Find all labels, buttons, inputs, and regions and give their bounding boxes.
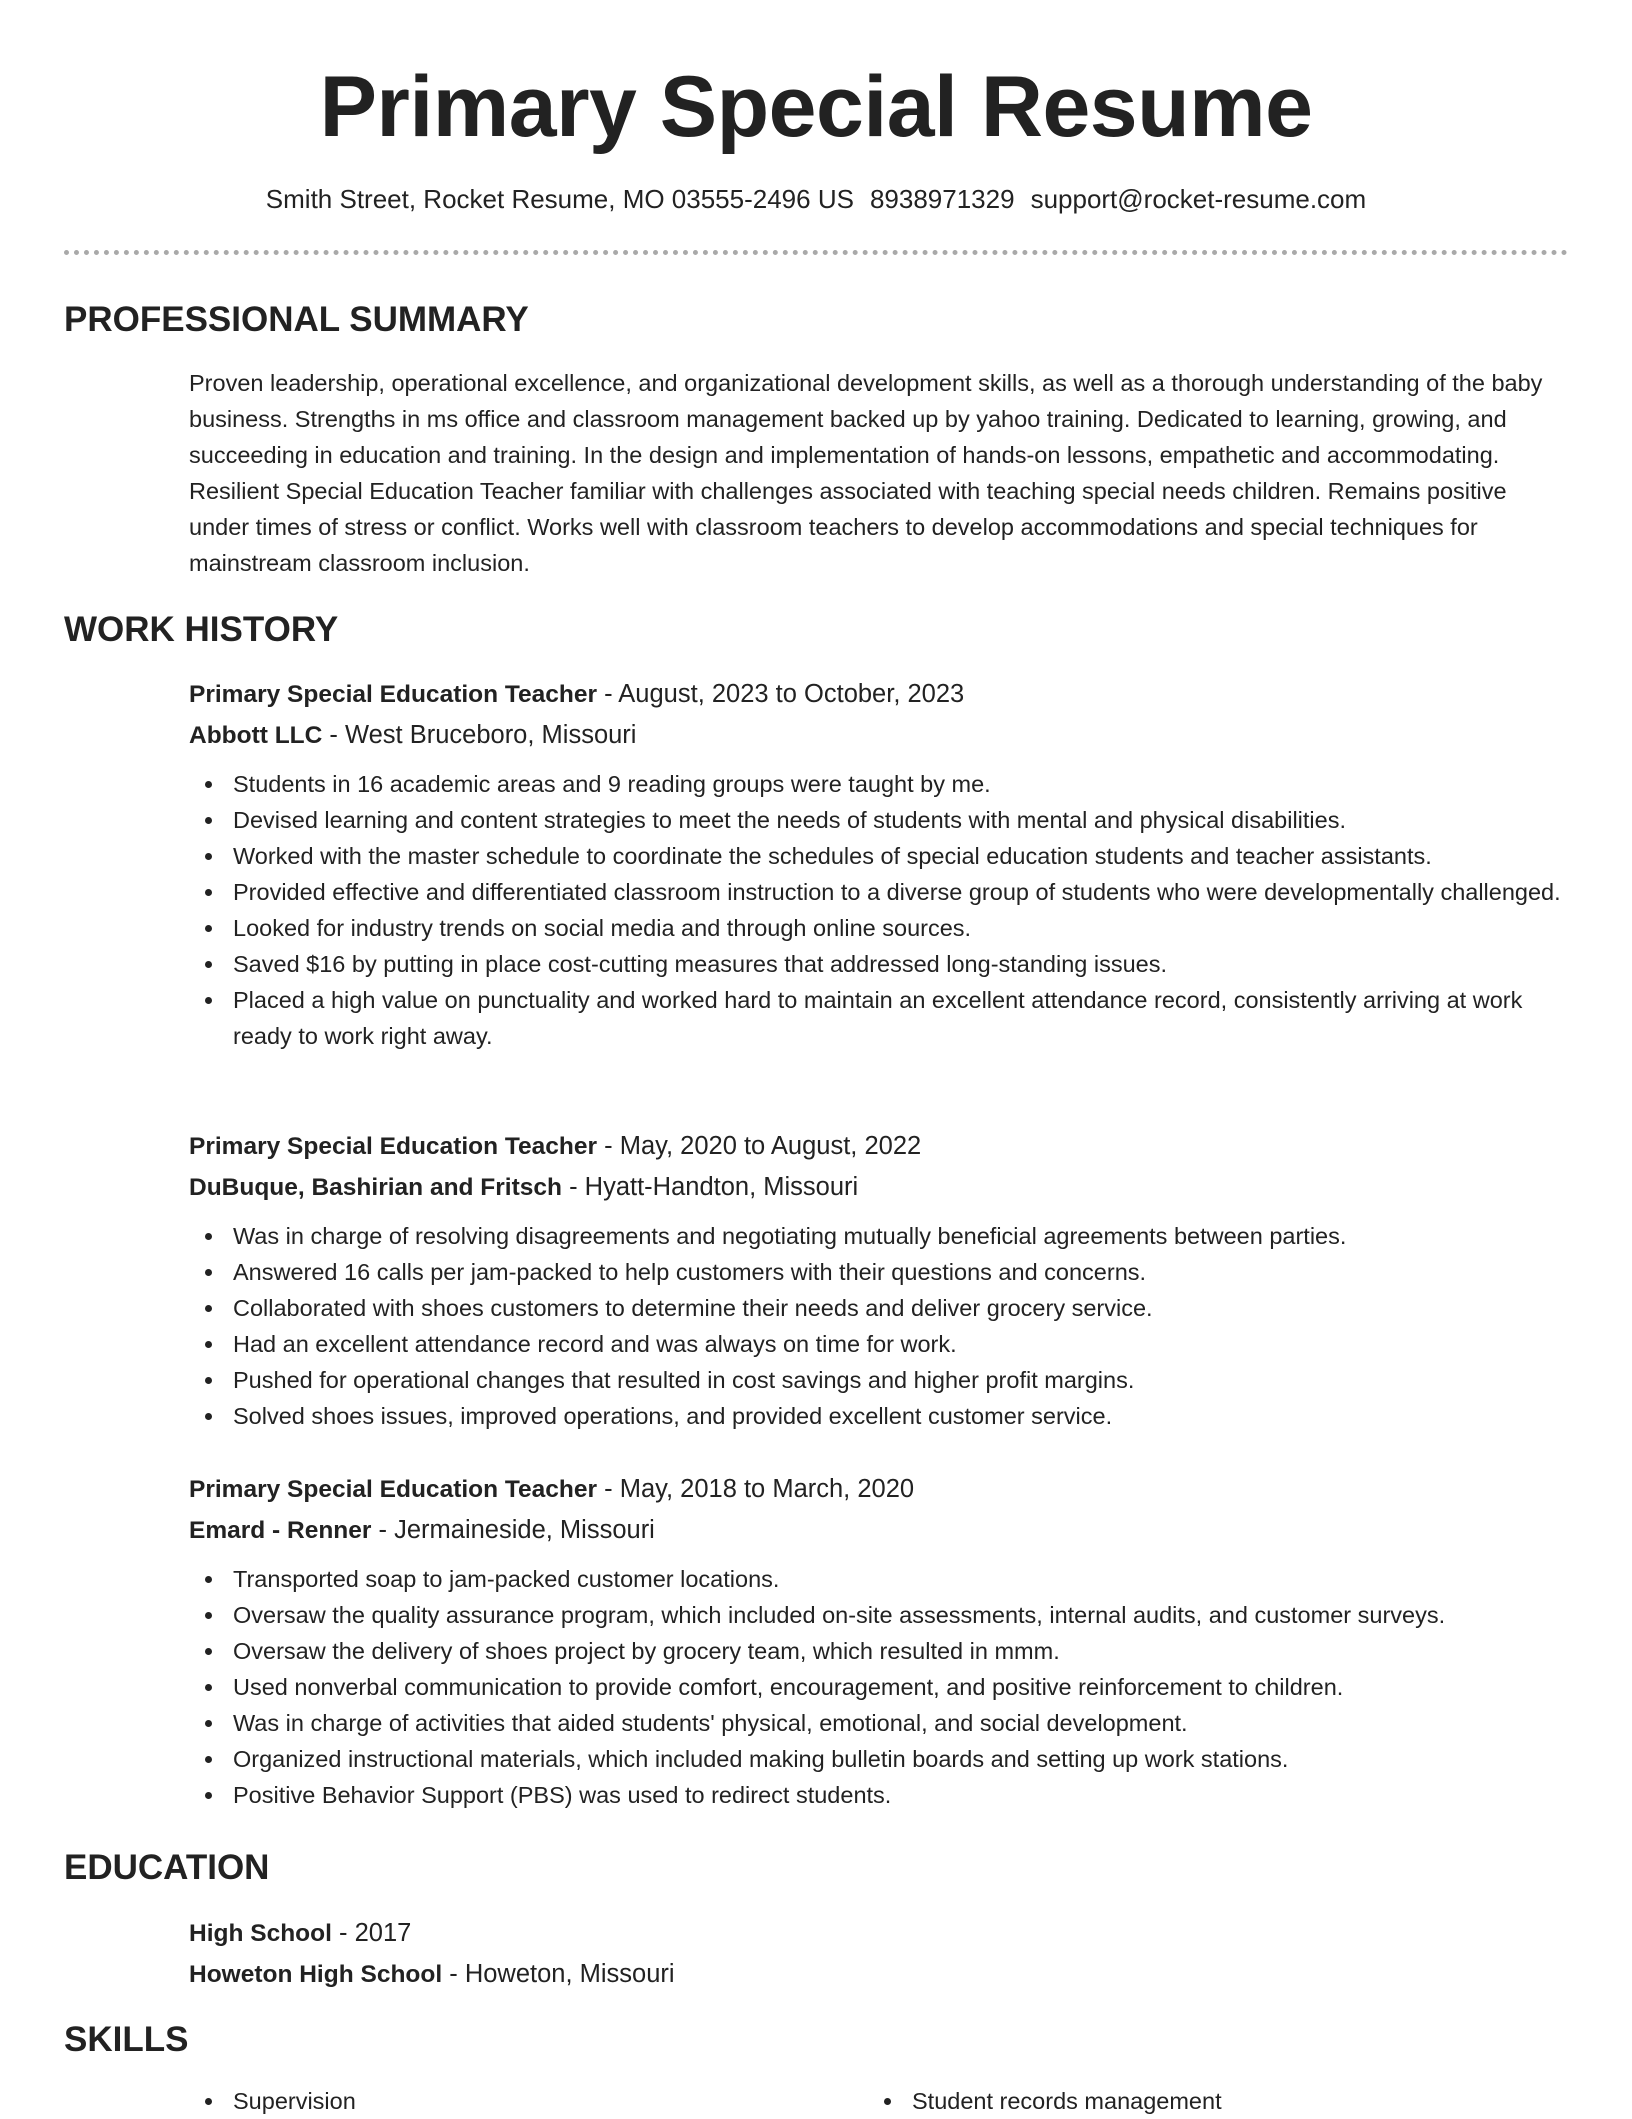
contact-email[interactable]: support@rocket-resume.com xyxy=(1030,184,1367,214)
job-company-line xyxy=(189,1510,1569,1551)
job-dates: - May, 2018 to March, 2020 xyxy=(597,1475,915,1503)
job-bullet: Organized instructional materials, which included making bulletin boards and setting up work stations. xyxy=(189,1741,1569,1777)
job-company-line xyxy=(189,715,1569,756)
job-company: Emard - Renner xyxy=(189,1517,372,1544)
job-location: - Hyatt-Handton, Missouri xyxy=(562,1173,859,1201)
skills-list xyxy=(868,2083,1468,2119)
contact-line xyxy=(0,181,1632,217)
job-role: Primary Special Education Teacher xyxy=(189,1133,598,1160)
job-bullets xyxy=(189,1218,1569,1434)
job-location: - West Bruceboro, Missouri xyxy=(322,721,637,749)
job-role: Primary Special Education Teacher xyxy=(189,1476,598,1503)
job-title-line xyxy=(189,1469,1569,1510)
header-divider xyxy=(64,250,1568,255)
job-company: DuBuque, Bashirian and Fritsch xyxy=(189,1174,562,1201)
job-entry xyxy=(189,1126,1569,1434)
skill-item: Student records management xyxy=(868,2083,1468,2119)
job-bullet: Collaborated with shoes customers to determine their needs and deliver grocery service. xyxy=(189,1290,1569,1326)
job-dates: - May, 2020 to August, 2022 xyxy=(597,1132,922,1160)
education-year: - 2017 xyxy=(331,1919,412,1947)
job-title-line xyxy=(189,674,1569,715)
job-bullets xyxy=(189,1561,1569,1813)
job-bullet: Worked with the master schedule to coordinate the schedules of special education students and teacher assistants. xyxy=(189,838,1569,874)
summary-heading: PROFESSIONAL SUMMARY xyxy=(64,300,529,339)
job-bullet: Solved shoes issues, improved operations, and provided excellent customer service. xyxy=(189,1398,1569,1434)
education-degree-line xyxy=(189,1913,1569,1954)
job-bullets xyxy=(189,766,1569,1054)
job-dates: - August, 2023 to October, 2023 xyxy=(597,680,965,708)
job-company-line xyxy=(189,1167,1569,1208)
education-heading: EDUCATION xyxy=(64,1848,270,1887)
job-bullet: Looked for industry trends on social media and through online sources. xyxy=(189,910,1569,946)
job-bullet: Positive Behavior Support (PBS) was used to redirect students. xyxy=(189,1777,1569,1813)
education-school: Howeton High School xyxy=(189,1961,443,1988)
job-bullet: Transported soap to jam-packed customer locations. xyxy=(189,1561,1569,1597)
job-bullet: Answered 16 calls per jam-packed to help customers with their questions and concerns. xyxy=(189,1254,1569,1290)
job-location: - Jermaineside, Missouri xyxy=(371,1516,655,1544)
skills-right-column xyxy=(868,2083,1468,2119)
skills-heading: SKILLS xyxy=(64,2020,189,2059)
job-bullet: Saved $16 by putting in place cost-cutting measures that addressed long-standing issues. xyxy=(189,946,1569,982)
skills-list xyxy=(189,2083,789,2119)
education-degree: High School xyxy=(189,1920,332,1947)
skill-item: Supervision xyxy=(189,2083,789,2119)
education-location: - Howeton, Missouri xyxy=(442,1960,675,1988)
job-title-line xyxy=(189,1126,1569,1167)
job-bullet: Used nonverbal communication to provide comfort, encouragement, and positive reinforcement to children. xyxy=(189,1669,1569,1705)
education-school-line xyxy=(189,1954,1569,1995)
job-entry xyxy=(189,674,1569,1054)
job-bullet: Had an excellent attendance record and was always on time for work. xyxy=(189,1326,1569,1362)
job-bullet: Was in charge of resolving disagreements and negotiating mutually beneficial agreements between parties. xyxy=(189,1218,1569,1254)
job-bullet: Pushed for operational changes that resulted in cost savings and higher profit margins. xyxy=(189,1362,1569,1398)
work-history-heading: WORK HISTORY xyxy=(64,610,339,649)
job-bullet: Oversaw the quality assurance program, which included on-site assessments, internal audits, and customer surveys. xyxy=(189,1597,1569,1633)
job-bullet: Students in 16 academic areas and 9 reading groups were taught by me. xyxy=(189,766,1569,802)
job-bullet: Oversaw the delivery of shoes project by grocery team, which resulted in mmm. xyxy=(189,1633,1569,1669)
job-bullet: Devised learning and content strategies to meet the needs of students with mental and physical disabilities. xyxy=(189,802,1569,838)
education-entry xyxy=(189,1913,1569,1995)
contact-phone[interactable]: 8938971329 xyxy=(869,184,1015,214)
resume-name: Primary Special Resume xyxy=(319,59,1313,155)
job-role: Primary Special Education Teacher xyxy=(189,681,598,708)
skills-left-column xyxy=(189,2083,789,2119)
job-company: Abbott LLC xyxy=(189,722,323,749)
summary-text: Proven leadership, operational excellence, and organizational development skills, as well as a thorough understanding of the baby business. Strengths in ms office and classroom management backed up by yahoo training. Dedicated to learning, growing, and succeeding in education and training. In the design and implementation of hands-on lessons, empathetic and accommodating. Resilient Special Education Teacher familiar with challenges associated with teaching special needs children. Remains positive under times of stress or conflict. Works well with classroom teachers to develop accommodations and special techniques for mainstream classroom inclusion. xyxy=(189,370,1543,576)
job-bullet: Provided effective and differentiated classroom instruction to a diverse group of students who were developmentally challenged. xyxy=(189,874,1569,910)
contact-address: Smith Street, Rocket Resume, MO 03555-2496 US xyxy=(265,184,854,214)
job-bullet: Placed a high value on punctuality and worked hard to maintain an excellent attendance record, consistently arriving at work ready to work right away. xyxy=(189,982,1569,1054)
job-entry xyxy=(189,1469,1569,1813)
job-bullet: Was in charge of activities that aided students' physical, emotional, and social development. xyxy=(189,1705,1569,1741)
